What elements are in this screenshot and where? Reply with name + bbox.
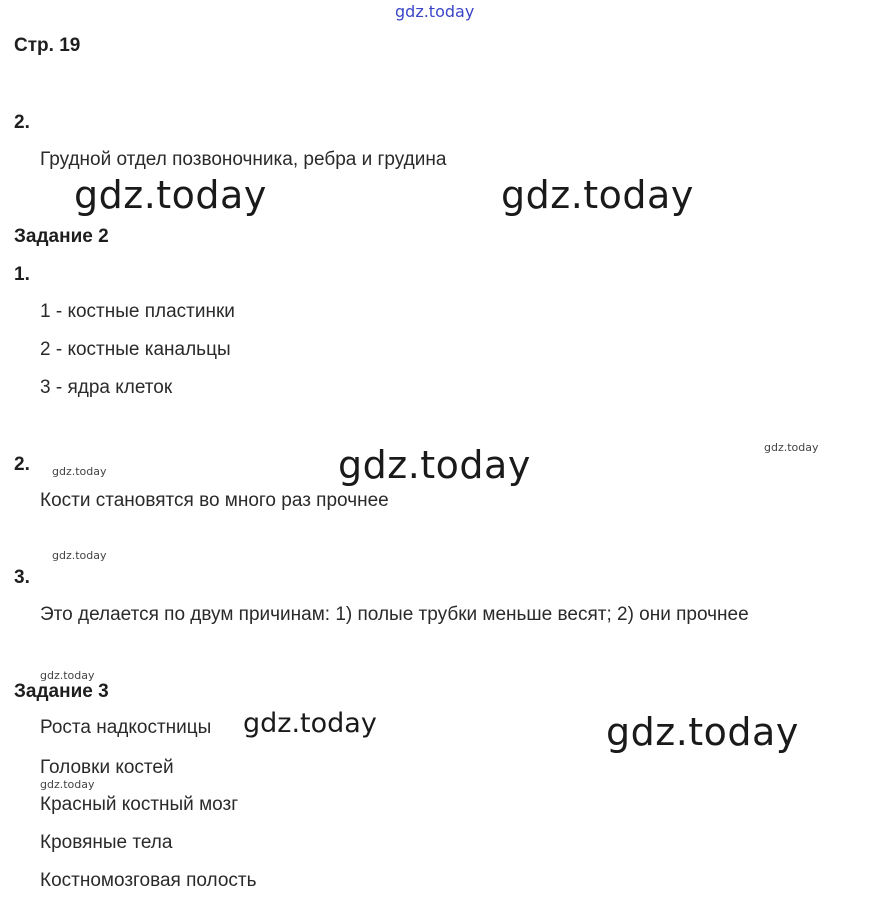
section-heading: Задание 2 xyxy=(14,226,109,247)
answer-line: Кровяные тела xyxy=(40,832,173,853)
watermark-large: gdz.today xyxy=(501,173,694,217)
answer-line: Красный костный мозг xyxy=(40,794,239,815)
watermark-small: gdz.today xyxy=(52,465,107,478)
watermark-top: gdz.today xyxy=(395,2,475,21)
watermark-medium: gdz.today xyxy=(243,708,377,739)
watermark-small: gdz.today xyxy=(40,669,95,682)
answer-line: Головки костей xyxy=(40,757,174,778)
answer-line: 2 - костные канальцы xyxy=(40,339,231,360)
item-number: 1. xyxy=(14,264,30,285)
watermark-small: gdz.today xyxy=(40,778,95,791)
answer-line: Роста надкостницы xyxy=(40,717,212,738)
answer-line: Кости становятся во много раз прочнее xyxy=(40,490,389,511)
watermark-large: gdz.today xyxy=(606,710,799,754)
watermark-large: gdz.today xyxy=(338,443,531,487)
answer-line: Грудной отдел позвоночника, ребра и грудина xyxy=(40,149,447,170)
page-label: Стр. 19 xyxy=(14,35,81,56)
watermark-large: gdz.today xyxy=(74,173,267,217)
item-number: 2. xyxy=(14,112,30,133)
section-heading: Задание 3 xyxy=(14,681,109,702)
watermark-small: gdz.today xyxy=(764,441,819,454)
answer-line: Это делается по двум причинам: 1) полые трубки меньше весят; 2) они прочнее xyxy=(40,604,749,625)
watermark-small: gdz.today xyxy=(52,549,107,562)
answer-line: 3 - ядра клеток xyxy=(40,377,173,398)
answer-line: Костномозговая полость xyxy=(40,870,257,891)
answer-line: 1 - костные пластинки xyxy=(40,301,235,322)
item-number: 3. xyxy=(14,567,30,588)
item-number: 2. xyxy=(14,454,30,475)
